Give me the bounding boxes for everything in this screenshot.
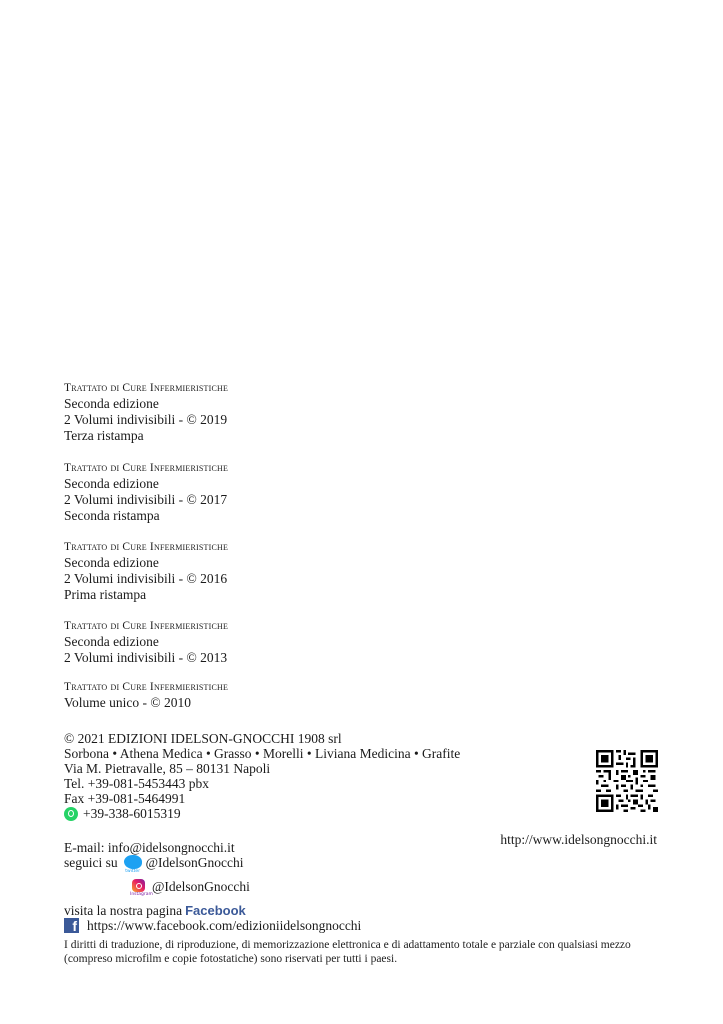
- edition-entry: [64, 618, 228, 666]
- edition-title: Trattato di Cure Infermieristiche: [64, 541, 229, 553]
- edition-title: Trattato di Cure Infermieristiche: [64, 681, 229, 693]
- follow-label: seguici su: [64, 855, 118, 870]
- brands-line: Sorbona • Athena Medica • Grasso • Morelli • Liviana Medicina • Grafite: [64, 746, 461, 761]
- rights-notice: I diritti di traduzione, di riproduzione, di memorizzazione elettronica e di adattamento totale e parziale con qualsiasi mezzo (compreso microfilm e copie fotostatiche) sono riservati per tutti i paesi.: [64, 939, 631, 965]
- instagram-icon[interactable]: [130, 879, 153, 901]
- edition-line: Terza ristampa: [64, 428, 144, 443]
- whatsapp-row: [64, 806, 584, 821]
- whatsapp-icon: [64, 807, 78, 821]
- contacts-block: [64, 840, 484, 933]
- edition-title: Trattato di Cure Infermieristiche: [64, 462, 229, 474]
- twitter-row: [64, 855, 484, 879]
- twitter-logo-text: twitter: [125, 869, 141, 874]
- fax-line: Fax +39-081-5464991: [64, 791, 186, 806]
- facebook-url-row: [64, 918, 484, 933]
- edition-title: Trattato di Cure Infermieristiche: [64, 620, 229, 632]
- email-line[interactable]: E-mail: info@idelsongnocchi.it: [64, 840, 235, 855]
- publisher-info: [64, 731, 584, 821]
- address-line: Via M. Pietravalle, 85 – 80131 Napoli: [64, 761, 271, 776]
- edition-entry: [64, 380, 228, 444]
- facebook-label-row: [64, 903, 484, 918]
- twitter-handle[interactable]: @IdelsonGnocchi: [145, 855, 244, 870]
- copyright-line: © 2021 EDIZIONI IDELSON-GNOCCHI 1908 srl: [64, 731, 342, 746]
- facebook-icon[interactable]: f: [64, 918, 79, 933]
- instagram-row: [64, 879, 484, 903]
- edition-line: 2 Volumi indivisibili - © 2017: [64, 492, 228, 507]
- edition-entry: [64, 460, 228, 524]
- facebook-wordmark: Facebook: [185, 903, 246, 918]
- facebook-label: visita la nostra pagina: [64, 903, 183, 918]
- telephone-line: Tel. +39-081-5453443 pbx: [64, 776, 210, 791]
- edition-line: Seconda edizione: [64, 476, 159, 491]
- facebook-url[interactable]: https://www.facebook.com/edizioniidelsongnocchi: [87, 918, 362, 933]
- edition-line: Volume unico - © 2010: [64, 695, 191, 710]
- edition-line: 2 Volumi indivisibili - © 2013: [64, 650, 228, 665]
- edition-line: Prima ristampa: [64, 587, 147, 602]
- instagram-camera-shape: [132, 879, 145, 892]
- edition-line: Seconda ristampa: [64, 508, 160, 523]
- edition-entry: [64, 539, 228, 603]
- whatsapp-number: +39-338-6015319: [83, 806, 181, 821]
- edition-entry: [64, 679, 228, 711]
- edition-line: Seconda edizione: [64, 555, 159, 570]
- edition-title: Trattato di Cure Infermieristiche: [64, 382, 229, 394]
- instagram-handle[interactable]: @IdelsonGnocchi: [152, 879, 250, 894]
- edition-line: Seconda edizione: [64, 396, 159, 411]
- edition-line: 2 Volumi indivisibili - © 2019: [64, 412, 228, 427]
- website-link[interactable]: http://www.idelsongnocchi.it: [500, 832, 657, 847]
- instagram-logo-text: Instagram: [130, 892, 153, 897]
- edition-line: Seconda edizione: [64, 634, 159, 649]
- qr-code-icon: [596, 750, 658, 812]
- twitter-bird-shape: [124, 855, 142, 869]
- twitter-icon[interactable]: [124, 855, 142, 877]
- edition-line: 2 Volumi indivisibili - © 2016: [64, 571, 228, 586]
